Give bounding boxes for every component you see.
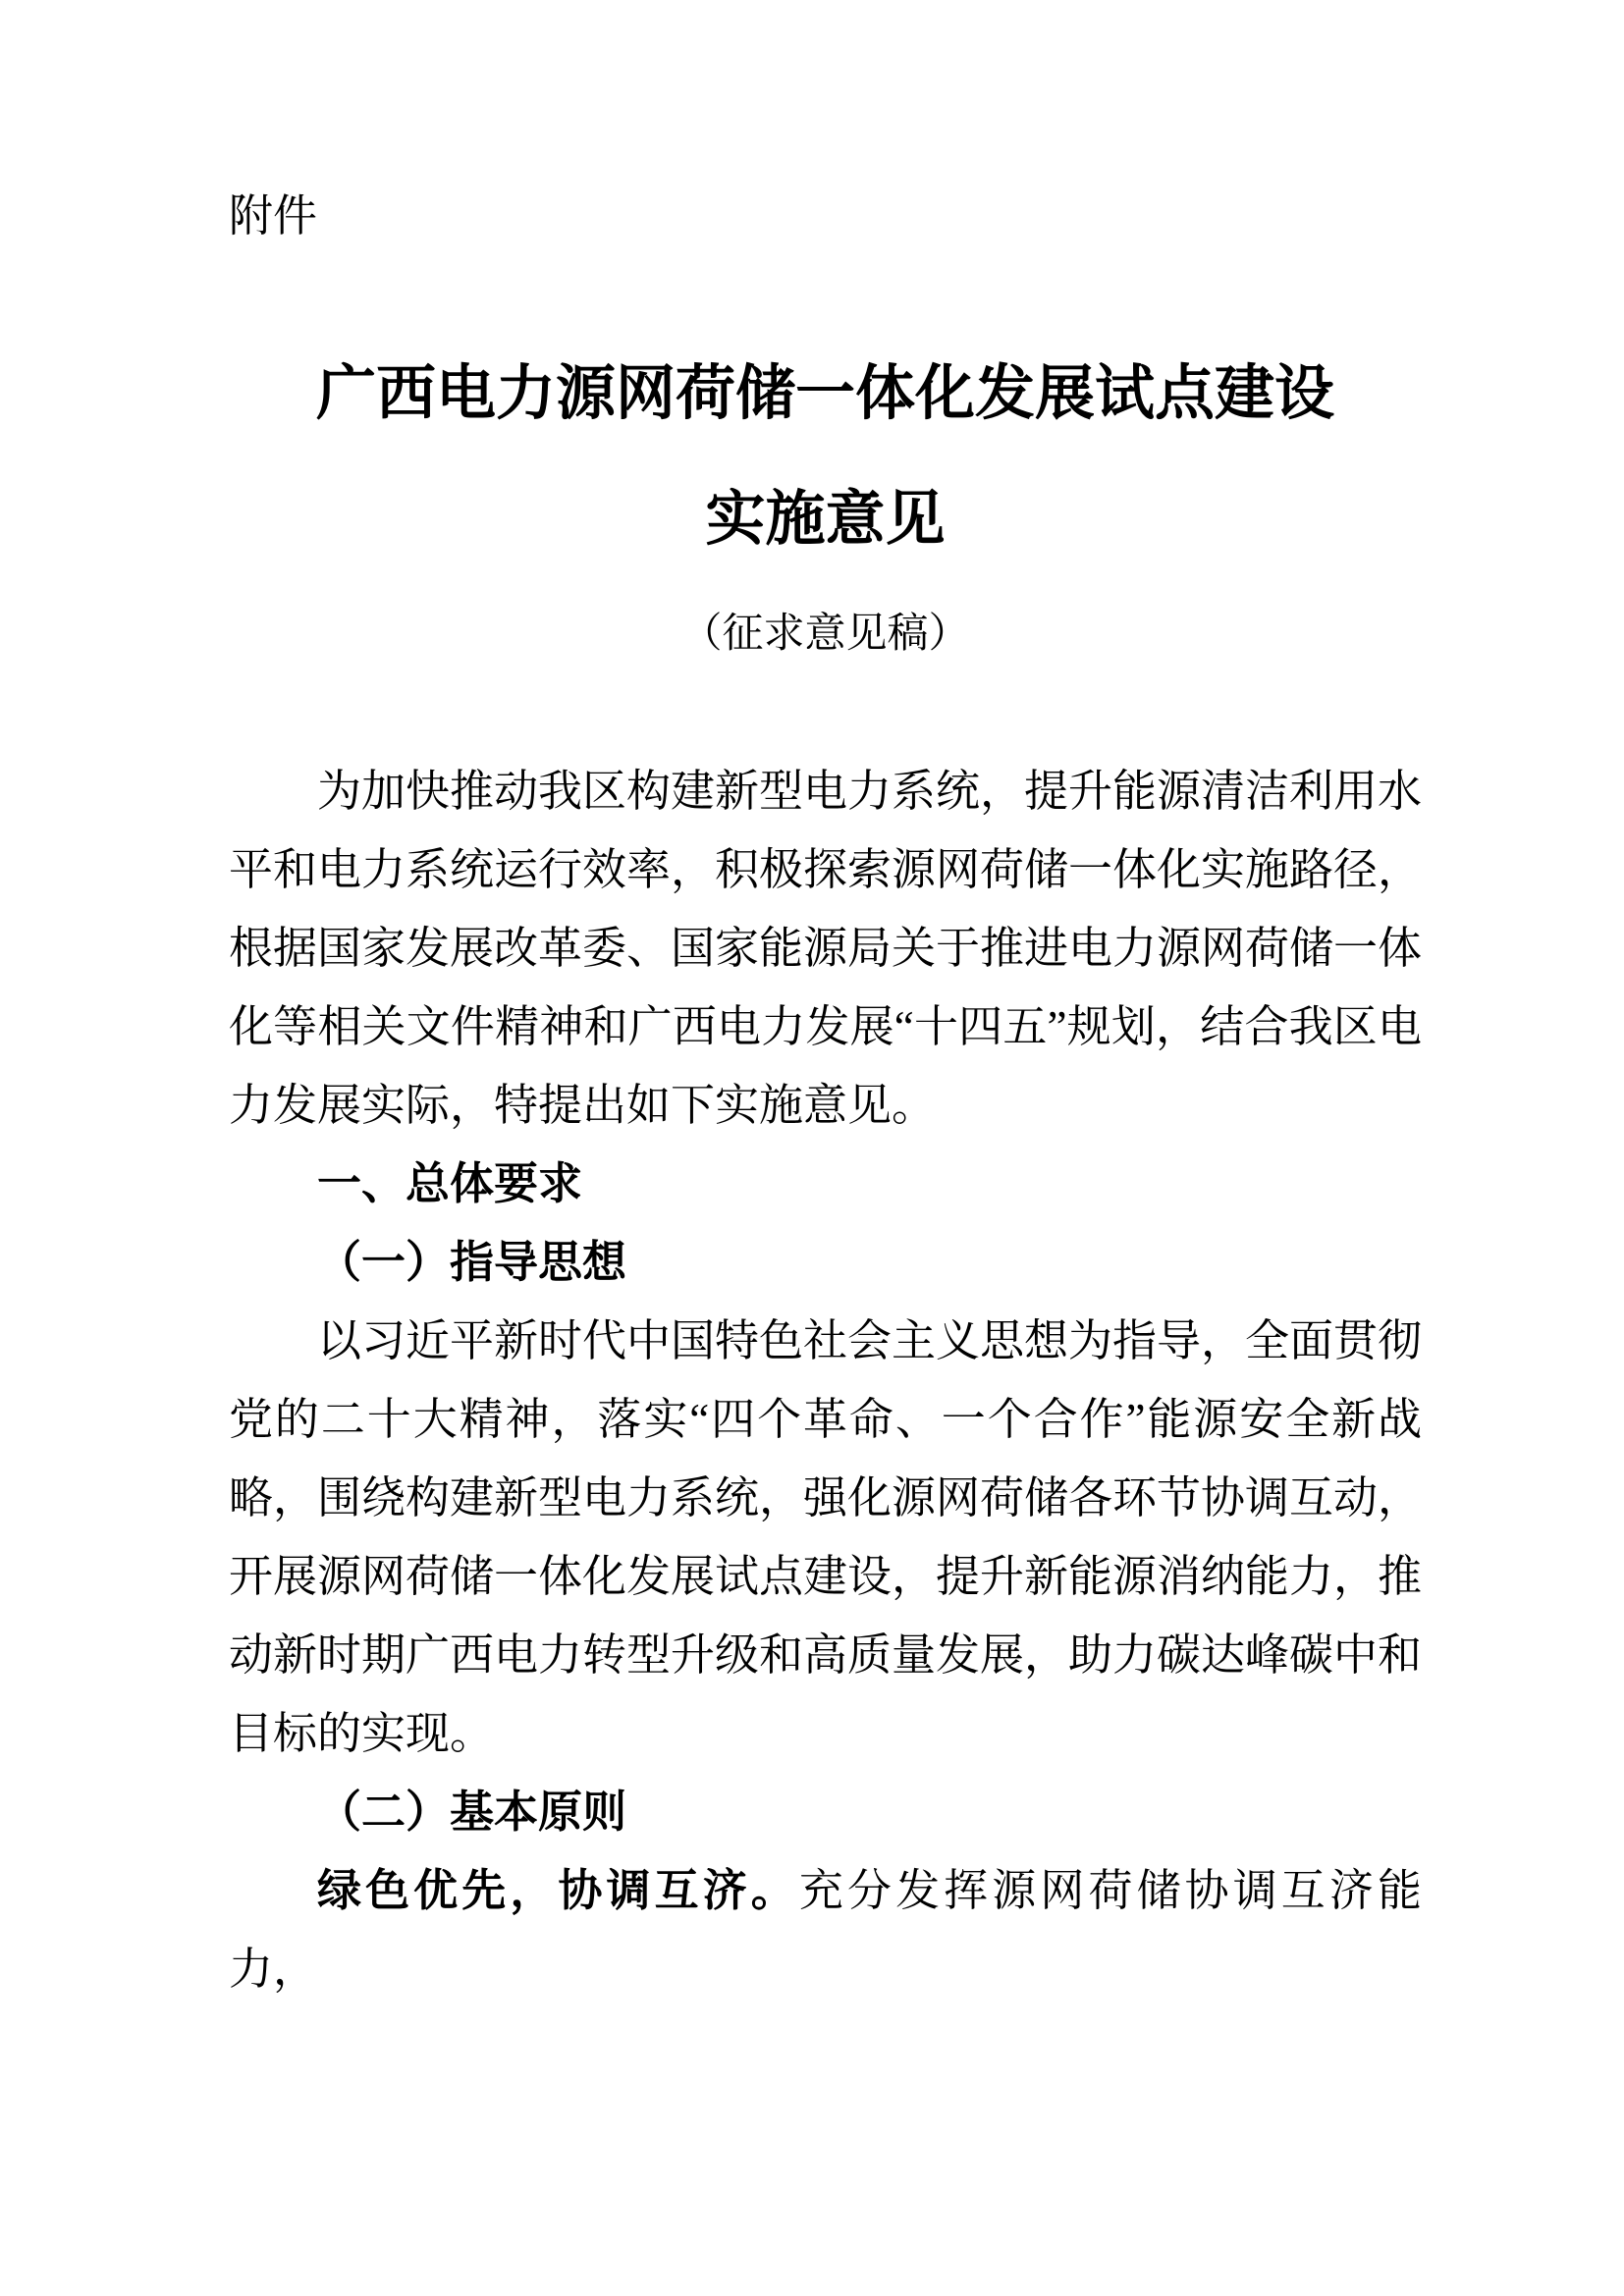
document-title-line-2: 实施意见 (705, 487, 946, 553)
principle-green-rest: 充分发挥源网荷储协调互济能力， (229, 1866, 1422, 1994)
heading-overall-requirements: 一、总体要求 (317, 1158, 583, 1208)
attachment-label: 附件 (229, 190, 318, 240)
heading-basic-principles: （二）基本原则 (317, 1788, 627, 1837)
heading-guiding-ideology: （一）指导思想 (317, 1238, 627, 1287)
document-subtitle: （征求意见稿） (680, 612, 970, 657)
paragraph-guiding-ideology: 以习近平新时代中国特色社会主义思想为指导，全面贯彻党的二十大精神，落实“四个革命、一个合作”能源安全新战略，围绕构建新型电力系统，强化源网荷储各环节协调互动，开展源网荷储一体化发展试点建设，提升新能源消纳能力，推动新时期广西电力转型升级和高质量发展，助力碳达峰碳中和目标的实现。 (229, 1316, 1423, 1758)
document-title (229, 332, 1422, 583)
document-body (229, 752, 1422, 2008)
paragraph-basic-principles (229, 1851, 1422, 2008)
principle-green-lead-bold: 绿色优先，协调互济。 (317, 1866, 799, 1915)
document-title-line-1: 广西电力源网荷储一体化发展试点建设 (315, 361, 1334, 427)
paragraph-intro: 为加快推动我区构建新型电力系统，提升能源清洁利用水平和电力系统运行效率，积极探索源网荷储一体化实施路径，根据国家发展改革委、国家能源局关于推进电力源网荷储一体化等相关文件精神和广西电力发展“十四五”规划，结合我区电力发展实际，特提出如下实施意见。 (229, 767, 1423, 1130)
